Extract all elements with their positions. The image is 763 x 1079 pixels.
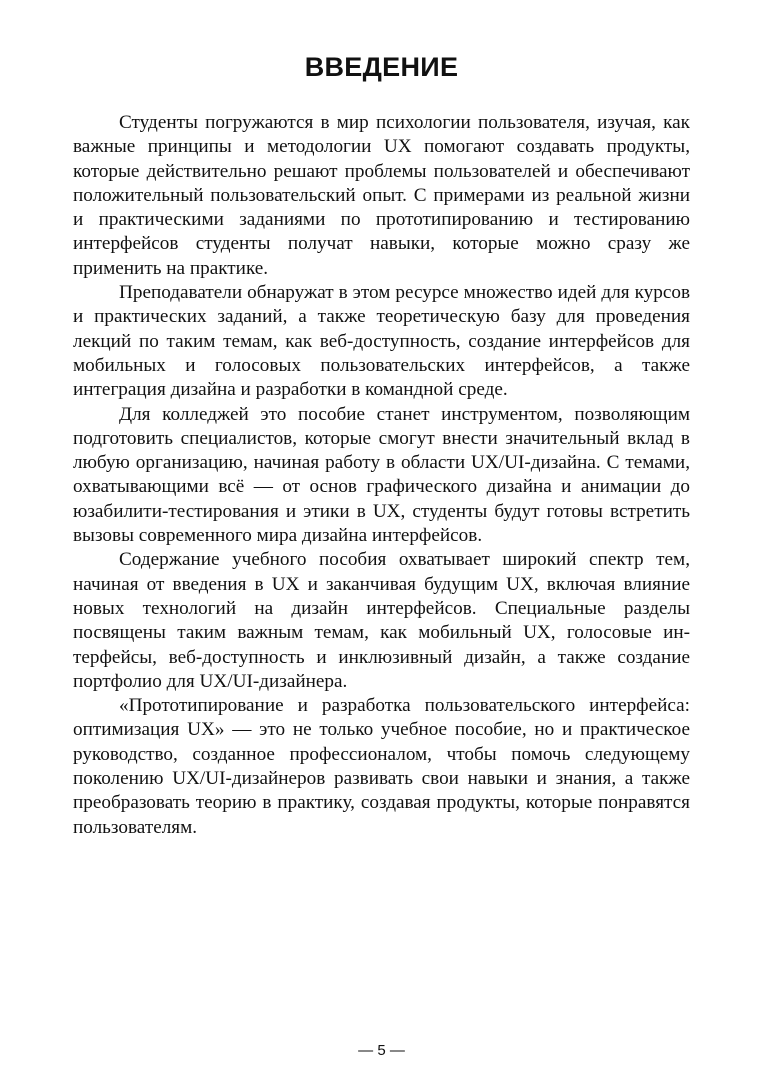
page-title: ВВЕДЕНИЕ [304, 52, 459, 82]
paragraph-teachers: Преподаватели обнаружат в этом ресурсе множество идей для курсов и практических заданий, а также теоретическую базу для проведения лекций по таким темам, как веб-доступность, создание интерфейсов для мобильных и голосовых пользовательских интерфейсов, а также интеграция дизайна и разработки в командной среде. [73, 282, 690, 401]
paragraph-summary: «Прототипирование и разработка пользовательского интерфейса: оптимизация UX» — это не только учебное пособие, но и практическое руководство, созданное профессионалом, чтобы помочь следующему поколению UX/UI-дизайнеров развивать свои навыки и знания, а также преобразовать теорию в практику, создавая продукты, которые понравятся пользователям. [73, 695, 690, 838]
paragraph-contents: Содержание учебного пособия охватывает широкий спектр тем, начиная от введения в UX и заканчивая будущим UX, включая влияние новых технологий на дизайн интерфейсов. Специальные разделы посвящены таким важным темам, как мобильный UX, голосовые интерфейсы, веб-доступность и инклюзивный дизайн, а также создание портфолио для UX/UI-дизайнера. [73, 549, 690, 692]
paragraph-students: Студенты погружаются в мир психологии пользователя, изучая, как важные принципы и методологии UX помогают создавать продукты, которые действительно решают проблемы пользователей и обеспечивают положительный пользовательский опыт. С примерами из реальной жизни и практическими заданиями по прототипированию и тестированию интерфейсов студенты получат навыки, которые можно сразу же применить на практике. [73, 112, 690, 279]
paragraph-colleges: Для колледжей это пособие станет инструментом, позволяющим подготовить специалистов, которые смогут внести значительный вклад в любую организацию, начиная работу в области UX/UI-дизайна. С темами, охватывающими всё — от основ графического дизайна и анимации до юзабилити-тестирования и этики в UX, студенты будут готовы встретить вызовы современного мира дизайна интерфейсов. [73, 403, 690, 547]
page-number: — 5 — [358, 1042, 405, 1059]
body-text [73, 111, 690, 840]
